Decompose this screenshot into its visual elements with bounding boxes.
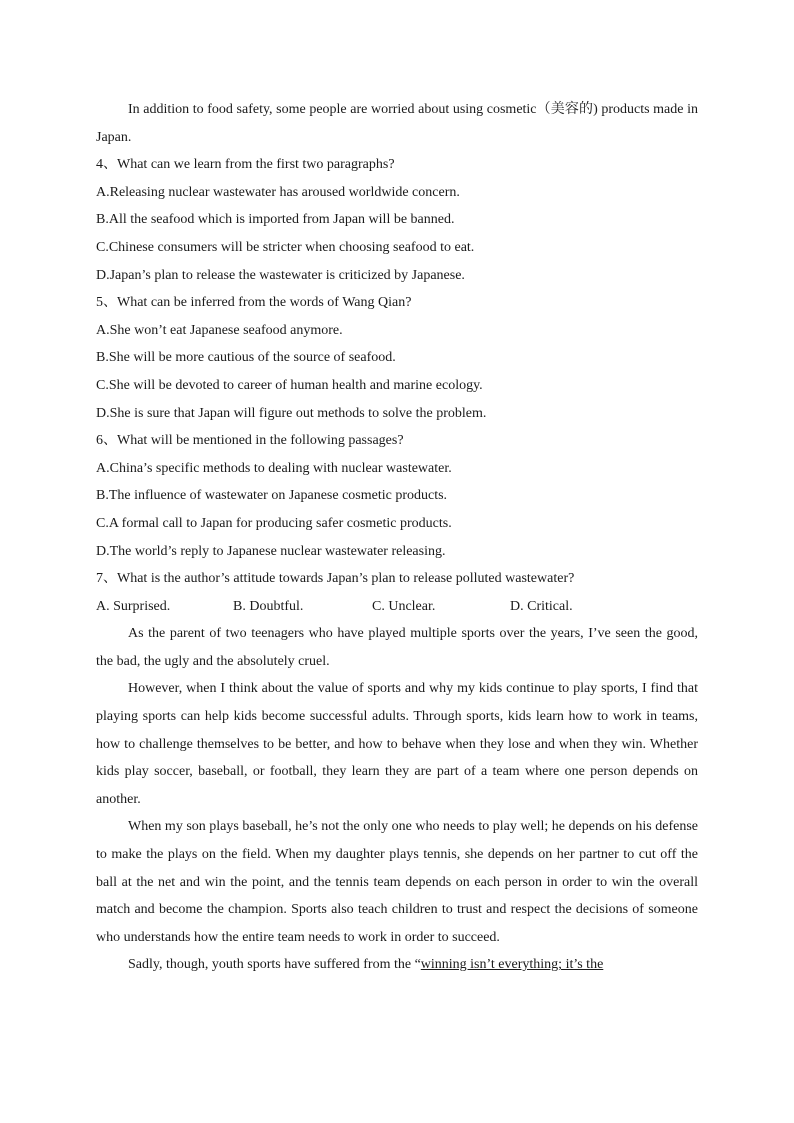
paragraph-text: Sadly, though, youth sports have suffered from the “ xyxy=(128,957,421,973)
option-c: C.A formal call to Japan for producing safer cosmetic products. xyxy=(96,515,452,531)
option-c: C. Unclear. xyxy=(372,598,436,614)
options-row xyxy=(96,593,698,621)
question-stem: 6、What will be mentioned in the following passages? xyxy=(96,433,404,449)
question-5 xyxy=(96,289,698,427)
question-7 xyxy=(96,565,698,620)
passage-paragraph-1: As the parent of two teenagers who have played multiple sports over the years, I’ve seen the good, the bad, the ugly and the absolutely cruel. xyxy=(96,626,698,669)
option-a: A. Surprised. xyxy=(96,598,171,614)
option-a: A.She won’t eat Japanese seafood anymore. xyxy=(96,322,343,338)
option-d: D. Critical. xyxy=(510,598,573,614)
option-c: C.Chinese consumers will be stricter when choosing seafood to eat. xyxy=(96,239,475,255)
document-page xyxy=(96,96,698,979)
intro-paragraph: In addition to food safety, some people are worried about using cosmetic（美容的) products made in Japan. xyxy=(96,102,698,145)
option-b: B. Doubtful. xyxy=(233,598,304,614)
question-stem: 7、What is the author’s attitude towards Japan’s plan to release polluted wastewater? xyxy=(96,571,575,587)
passage-paragraph-2: However, when I think about the value of sports and why my kids continue to play sports, I find that playing sports can help kids become successful adults. Through sports, kids learn how to work in teams, how to challenge themselves to be better, and how to behave when they lose and when they win. Whether kids play soccer, baseball, or football, they learn they are part of a team where one person depends on another. xyxy=(96,681,698,807)
underlined-quote: winning isn’t everything; it’s the xyxy=(420,957,604,973)
option-b: B.The influence of wastewater on Japanese cosmetic products. xyxy=(96,488,448,504)
option-c: C.She will be devoted to career of human health and marine ecology. xyxy=(96,377,483,393)
option-d: D.The world’s reply to Japanese nuclear wastewater releasing. xyxy=(96,543,446,559)
passage-paragraph-3: When my son plays baseball, he’s not the only one who needs to play well; he depends on his defense to make the plays on the field. When my daughter plays tennis, she depends on her partner to cut off the ball at the net and win the point, and the tennis team depends on each person in order to win the overall match and become the champion. Sports also teach children to trust and respect the decisions of someone who understands how the entire team needs to work in order to succeed. xyxy=(96,819,698,945)
question-6 xyxy=(96,427,698,565)
option-b: B.She will be more cautious of the source of seafood. xyxy=(96,350,396,366)
option-a: A.Releasing nuclear wastewater has aroused worldwide concern. xyxy=(96,184,460,200)
question-stem: 4、What can we learn from the first two paragraphs? xyxy=(96,157,395,173)
question-4 xyxy=(96,151,698,289)
question-stem: 5、What can be inferred from the words of Wang Qian? xyxy=(96,295,412,311)
option-d: D.Japan’s plan to release the wastewater is criticized by Japanese. xyxy=(96,267,465,283)
option-d: D.She is sure that Japan will figure out methods to solve the problem. xyxy=(96,405,487,421)
option-b: B.All the seafood which is imported from Japan will be banned. xyxy=(96,212,455,228)
passage-paragraph-4 xyxy=(96,951,698,979)
option-a: A.China’s specific methods to dealing with nuclear wastewater. xyxy=(96,460,452,476)
